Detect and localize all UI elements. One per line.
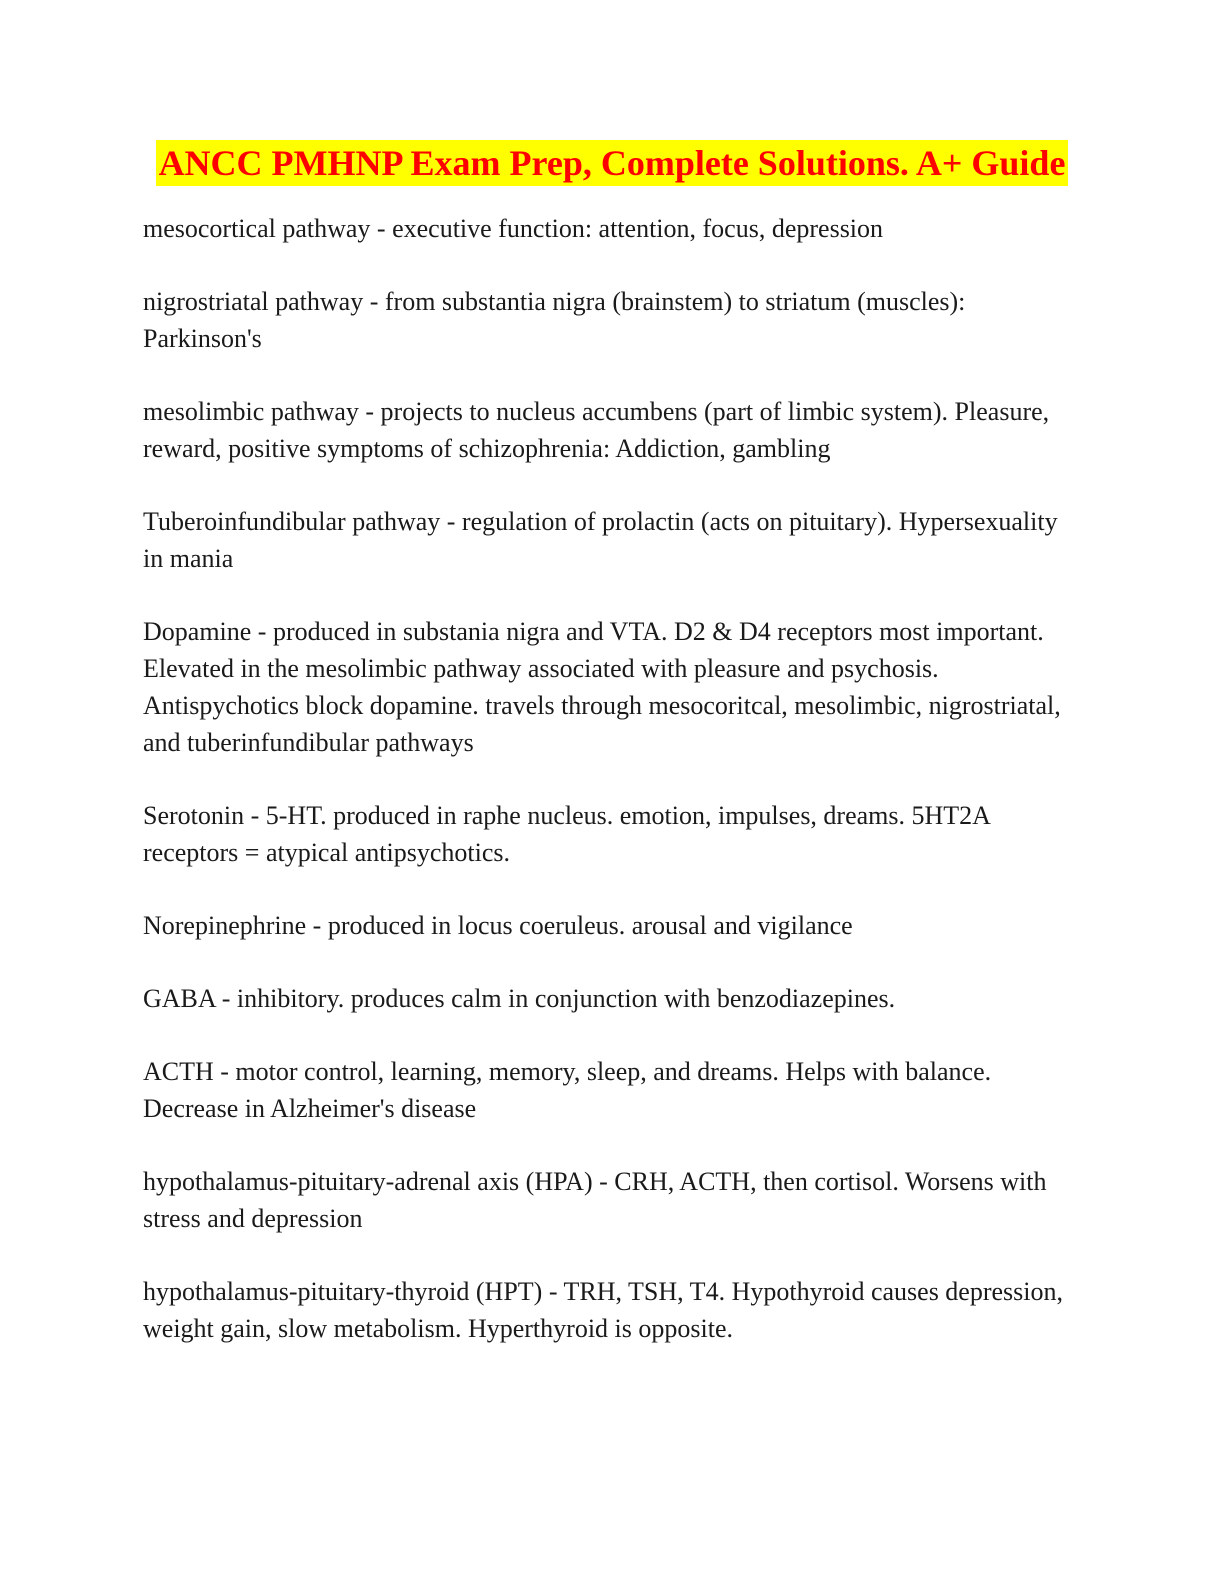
entry-mesocortical-pathway: mesocortical pathway - executive function: attention, focus, depression [143,214,884,243]
page-title: ANCC PMHNP Exam Prep, Complete Solutions. A+ Guide [156,140,1069,186]
entry-gaba: GABA - inhibitory. produces calm in conjunction with benzodiazepines. [143,984,896,1013]
entry-tuberoinfundibular-pathway: Tuberoinfundibular pathway - regulation of prolactin (acts on pituitary). Hypersexuality in mania [143,507,1058,573]
entry-serotonin: Serotonin - 5-HT. produced in raphe nucleus. emotion, impulses, dreams. 5HT2A receptors = atypical antipsychotics. [143,801,990,867]
entry-hpt-axis: hypothalamus-pituitary-thyroid (HPT) - TRH, TSH, T4. Hypothyroid causes depression, weight gain, slow metabolism. Hyperthyroid is opposite. [143,1277,1064,1343]
title-container [0,140,1224,186]
entry-norepinephrine: Norepinephrine - produced in locus coeruleus. arousal and vigilance [143,911,853,940]
entry-hpa-axis: hypothalamus-pituitary-adrenal axis (HPA) - CRH, ACTH, then cortisol. Worsens with stress and depression [143,1167,1047,1233]
entry-nigrostriatal-pathway: nigrostriatal pathway - from substantia nigra (brainstem) to striatum (muscles): Parkinson's [143,287,966,353]
entry-acth: ACTH - motor control, learning, memory, sleep, and dreams. Helps with balance. Decrease in Alzheimer's disease [143,1057,992,1123]
entry-mesolimbic-pathway: mesolimbic pathway - projects to nucleus accumbens (part of limbic system). Pleasure, reward, positive symptoms of schizophrenia: Addiction, gambling [143,397,1050,463]
entry-dopamine: Dopamine - produced in substania nigra and VTA. D2 & D4 receptors most important. Elevated in the mesolimbic pathway associated with pleasure and psychosis. Antispychotics block dopamine. travels through mesocoritcal, mesolimbic, nigrostriatal, and tuberinfundibular pathways [143,617,1061,757]
entry-list [143,210,1078,1383]
